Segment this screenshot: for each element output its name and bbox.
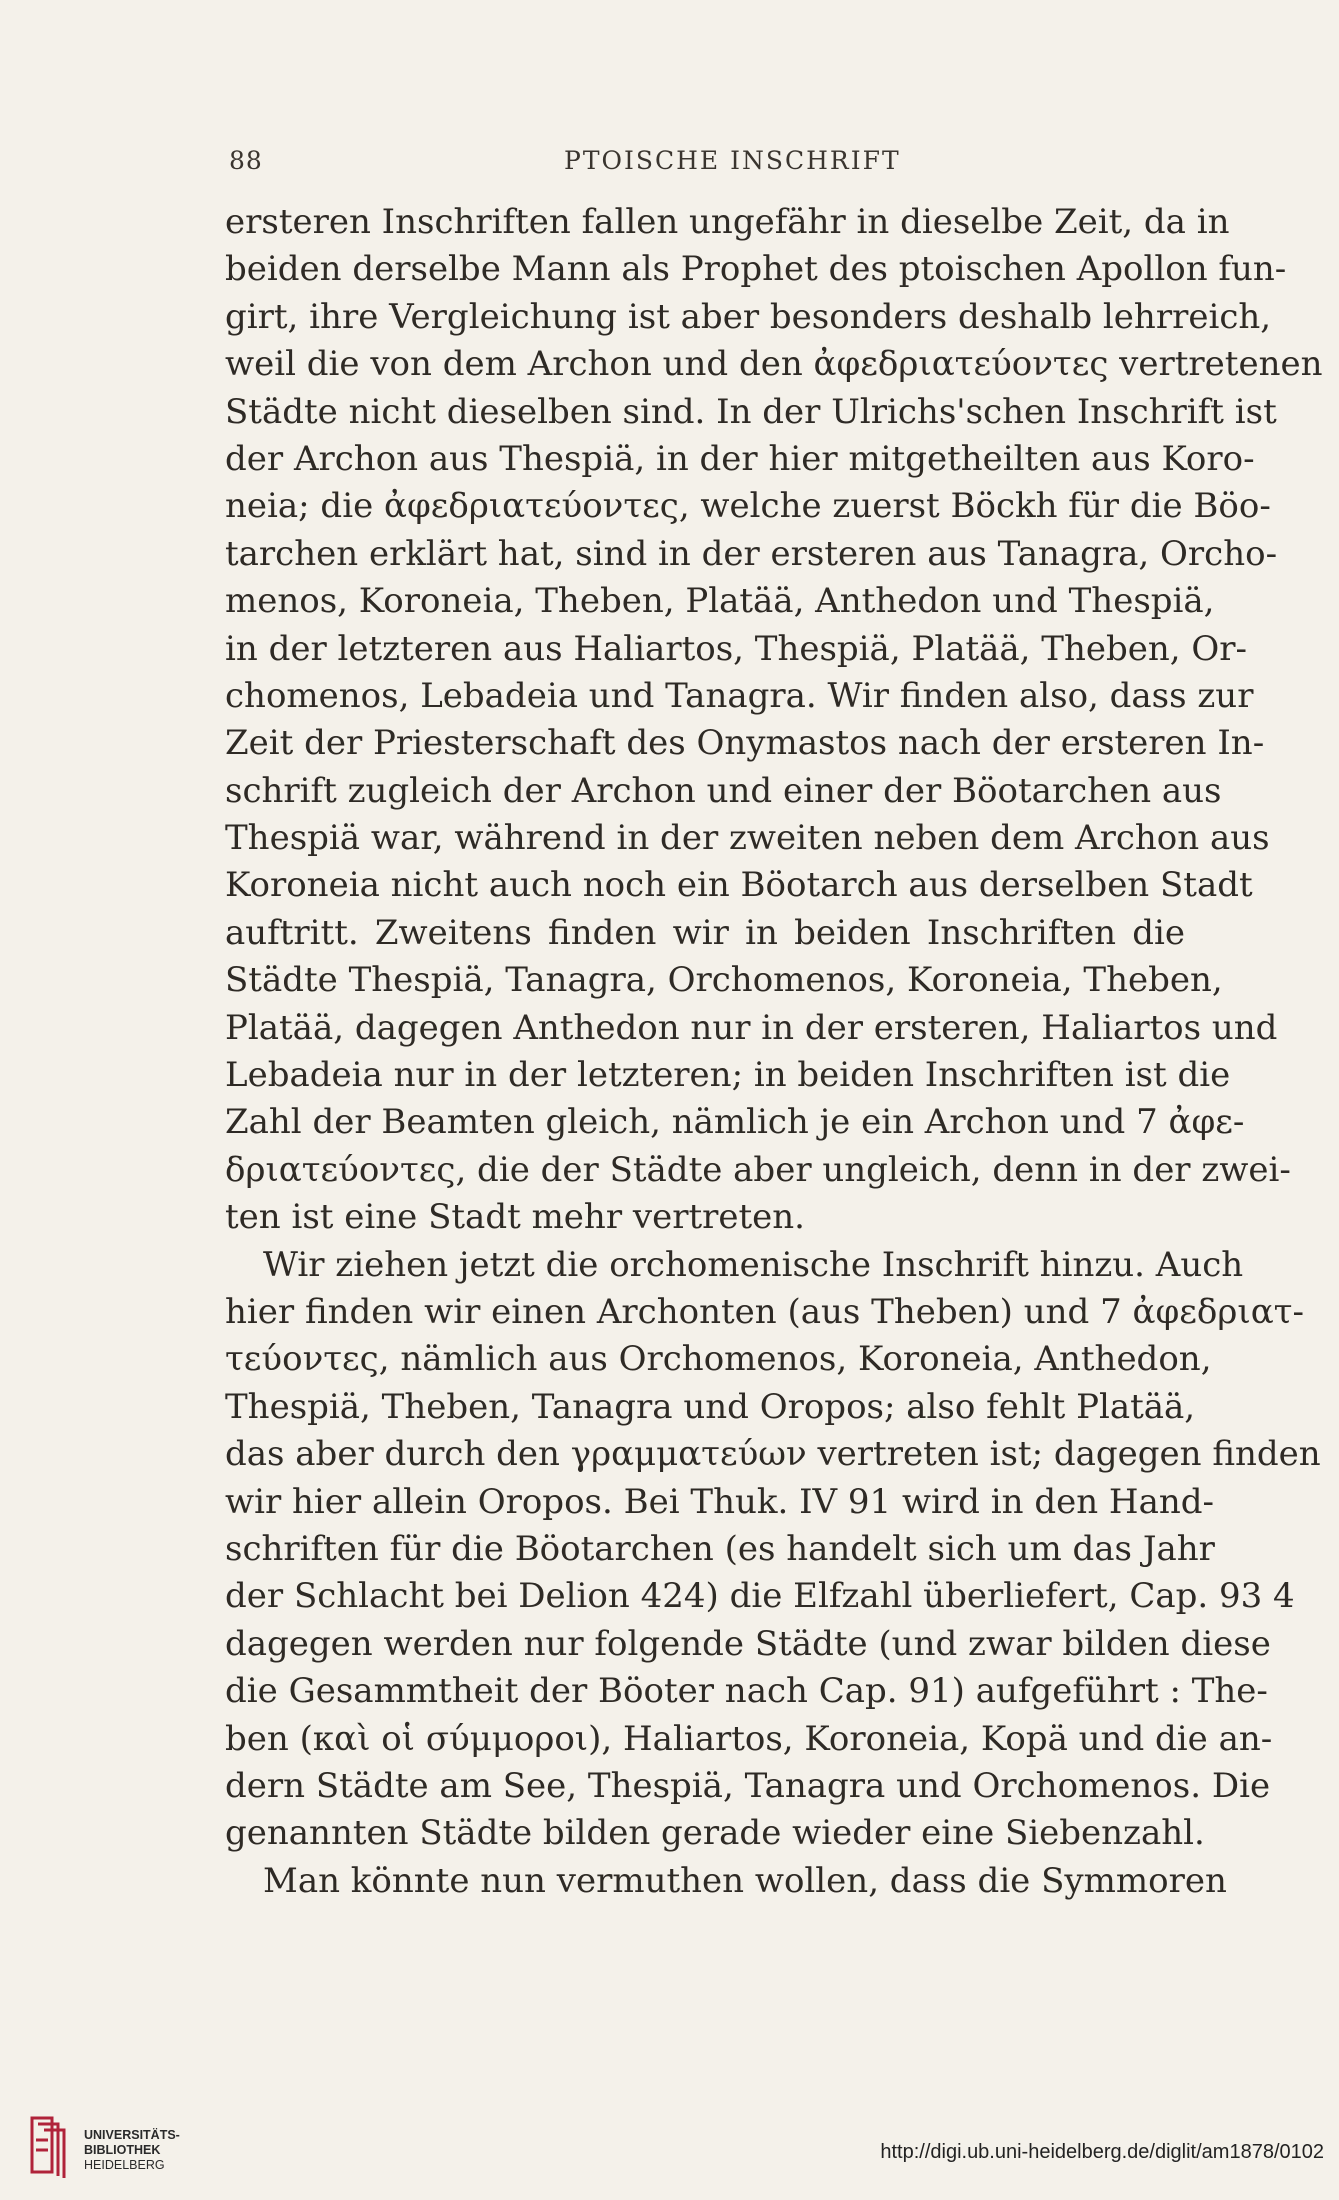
text-line: Koroneia nicht auch noch ein Böotarch aus derselben Stadt (225, 865, 1253, 906)
text-line: Städte nicht dieselben sind. In der Ulrichs'schen Inschrift ist (225, 391, 1277, 432)
body-text (225, 199, 1323, 1905)
text-line: τεύοντες, nämlich aus Orchomenos, Koroneia, Anthedon, (225, 1339, 1212, 1380)
text-line: menos, Koroneia, Theben, Platää, Anthedon und Thespiä, (225, 581, 1215, 622)
text-line: dern Städte am See, Thespiä, Tanagra und Orchomenos. Die (225, 1765, 1271, 1806)
text-line: der Schlacht bei Delion 424) die Elfzahl überliefert, Cap. 93 4 (225, 1576, 1295, 1617)
library-name (84, 2128, 180, 2173)
text-line: beiden derselbe Mann als Prophet des ptoischen Apollon fun- (225, 249, 1287, 290)
library-logo (26, 2110, 196, 2180)
text-line: schrift zugleich der Archon und einer der Böotarchen aus (225, 770, 1222, 811)
text-line: Thespiä, Theben, Tanagra und Oropos; also fehlt Platää, (225, 1386, 1196, 1427)
text-line: Zeit der Priesterschaft des Onymastos nach der ersteren In- (225, 723, 1265, 764)
library-logo-icon (26, 2110, 76, 2180)
text-line: der Archon aus Thespiä, in der hier mitgetheilten aus Koro- (225, 438, 1255, 479)
text-line: Lebadeia nur in der letzteren; in beiden Inschriften ist die (225, 1055, 1231, 1096)
text-line: das aber durch den γραμματεύων vertreten ist; dagegen finden (225, 1434, 1321, 1475)
running-title: PTOISCHE INSCHRIFT (564, 146, 901, 175)
text-line: Wir ziehen jetzt die orchomenische Inschrift hinzu. Auch (263, 1244, 1244, 1285)
text-line: Zahl der Beamten gleich, nämlich je ein Archon und 7 ἀφε- (225, 1102, 1245, 1143)
text-line: chomenos, Lebadeia und Tanagra. Wir finden also, dass zur (225, 675, 1254, 716)
text-line: Thespiä war, während in der zweiten neben dem Archon aus (225, 818, 1270, 859)
text-line: dagegen werden nur folgende Städte (und zwar bilden diese (225, 1623, 1271, 1664)
text-line: Platää, dagegen Anthedon nur in der ersteren, Haliartos und (225, 1007, 1278, 1048)
text-line: ben (καὶ οἱ σύμμοροι), Haliartos, Koroneia, Kopä und die an- (225, 1718, 1273, 1759)
source-url[interactable]: http://digi.ub.uni-heidelberg.de/diglit/am1878/0102 (880, 2141, 1324, 2163)
page-header (0, 146, 1339, 186)
text-line: neia; die ἀφεδριατεύοντες, welche zuerst Böckh für die Böo- (225, 486, 1271, 527)
text-line: in der letzteren aus Haliartos, Thespiä, Platää, Theben, Or- (225, 628, 1247, 669)
text-line: girt, ihre Vergleichung ist aber besonders deshalb lehrreich, (225, 296, 1272, 337)
text-line: die Gesammtheit der Böoter nach Cap. 91) aufgeführt : The- (225, 1671, 1268, 1712)
text-line: weil die von dem Archon und den ἀφεδριατεύοντες vertretenen (225, 344, 1323, 385)
text-line: Man könnte nun vermuthen wollen, dass die Symmoren (263, 1860, 1227, 1901)
text-line: Städte Thespiä, Tanagra, Orchomenos, Koroneia, Theben, (225, 960, 1223, 1001)
text-line: δριατεύοντες, die der Städte aber ungleich, denn in der zwei- (225, 1149, 1291, 1190)
library-name-line: UNIVERSITÄTS- (84, 2128, 180, 2142)
library-name-line: BIBLIOTHEK (84, 2143, 161, 2157)
text-line: ersteren Inschriften fallen ungefähr in dieselbe Zeit, da in (225, 202, 1230, 242)
page-number: 88 (229, 146, 263, 175)
text-line: schriften für die Böotarchen (es handelt sich um das Jahr (225, 1528, 1215, 1569)
text-line: auftritt. Zweitens finden wir in beiden Inschriften die (225, 912, 1185, 953)
text-line: ten ist eine Stadt mehr vertreten. (225, 1197, 805, 1238)
text-line: wir hier allein Oropos. Bei Thuk. IV 91 wird in den Hand- (225, 1481, 1214, 1522)
text-line: tarchen erklärt hat, sind in der ersteren aus Tanagra, Orcho- (225, 533, 1278, 574)
text-line: genannten Städte bilden gerade wieder eine Siebenzahl. (225, 1813, 1205, 1854)
text-line: hier finden wir einen Archonten (aus Theben) und 7 ἀφεδριατ- (225, 1291, 1304, 1332)
library-name-line: HEIDELBERG (84, 2158, 165, 2172)
